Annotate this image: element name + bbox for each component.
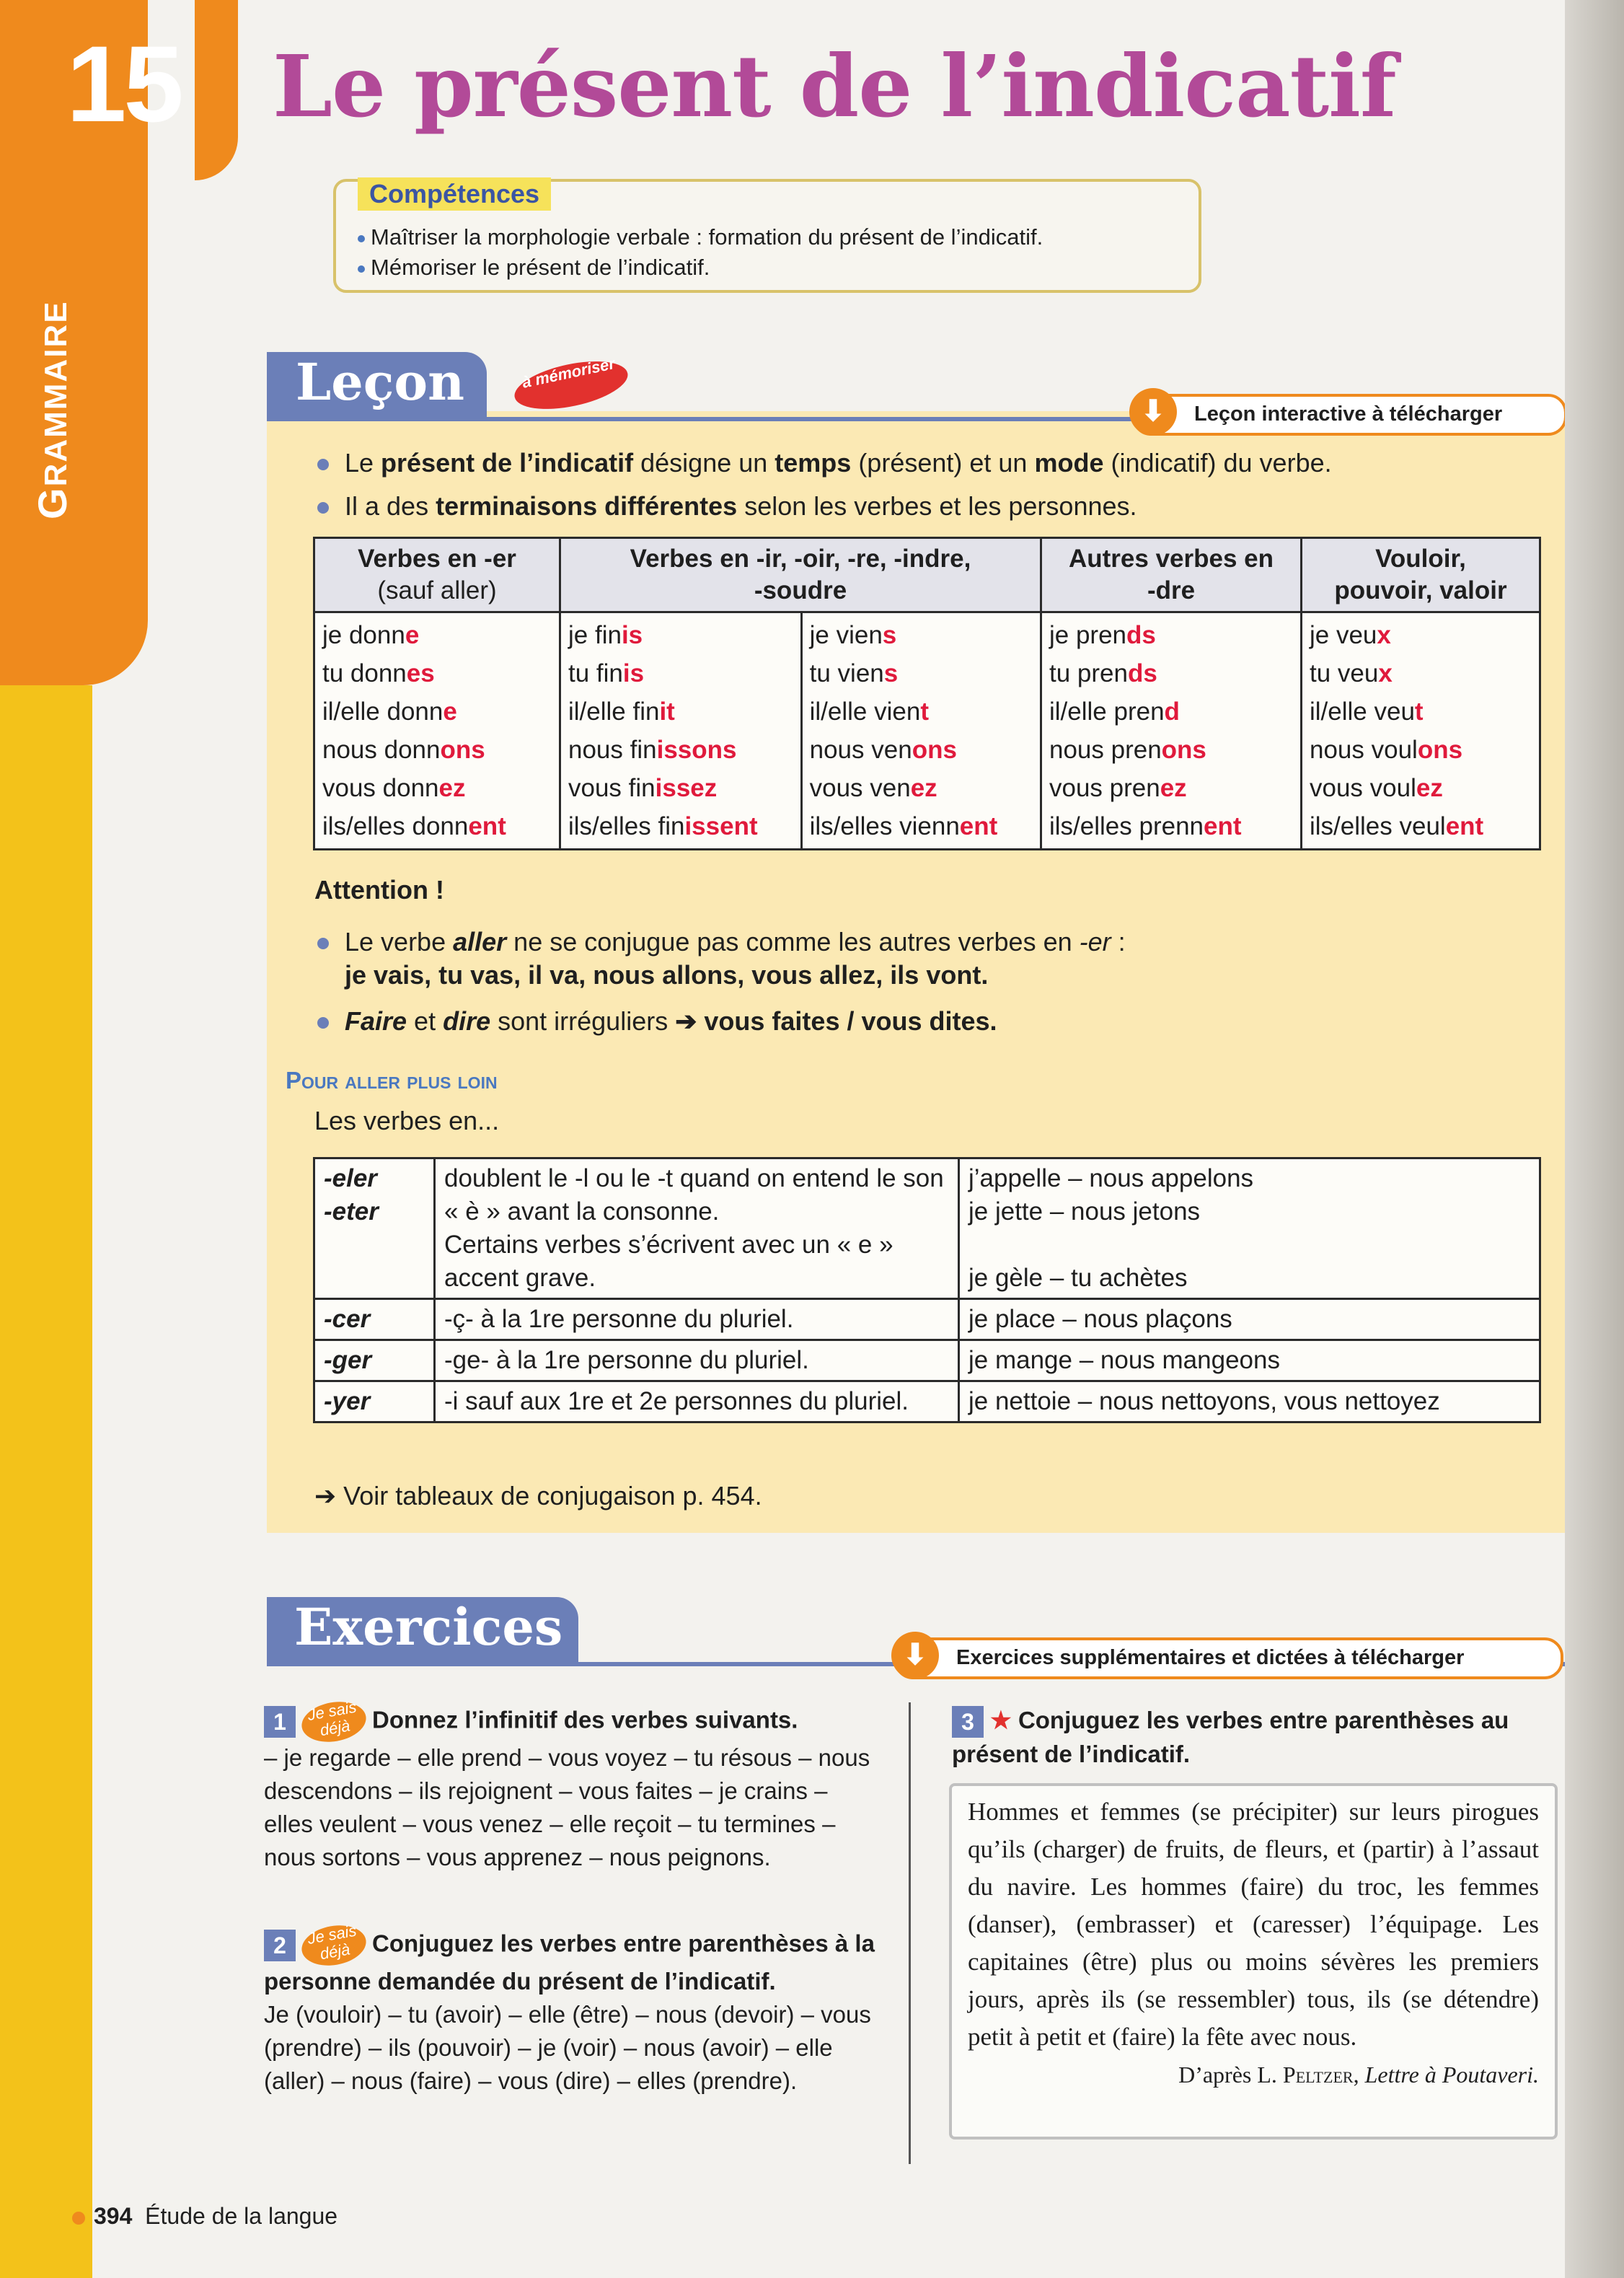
verb-ending: t [1414,698,1424,726]
suffix-cell: -cer [314,1299,435,1340]
exercise-body: Je (vouloir) – tu (avoir) – elle (être) – nous (devoir) – vous (prendre) – ils (pouvoir) – je (voir) – nous (avoir) – elle (aller) – nous (faire) – vous (dire) – elles (prendre). [264,2001,871,2094]
exercise-number: 3 [952,1706,984,1738]
conjugation-form: je viens [809,621,897,649]
page-number: 394 [94,2203,133,2229]
exercise-instruction: Donnez l’infinitif des verbes suivants. [372,1706,798,1733]
footer [94,2203,337,2230]
column-header: Verbes en -er (sauf aller) [314,538,560,612]
verb-ending: e [405,621,420,649]
title-tab [195,0,238,180]
aller-conjugation: je vais, tu vas, il va, nous allons, vous allez, ils vont. [345,960,989,990]
conjugation-form: tu viens [809,659,899,687]
rule-cell: doublent le -l ou le -t quand on entend le son « è » avant la consonne. Certains verbes s’écrivent avec un « e » accent grave. [435,1158,959,1299]
lesson-download-label: Leçon interactive à télécharger [1194,403,1503,426]
chapter-number: 15 [66,23,181,144]
attention-heading: Attention ! [314,875,444,905]
bullet-icon [358,235,365,242]
table-row [314,1340,1540,1381]
conjugation-form: vous venez [809,774,937,802]
verb-ending: s [883,659,899,687]
book-gutter [1565,0,1624,2278]
bullet-icon [317,1017,329,1029]
je-sais-deja-badge: Je sais déjà [299,1921,369,1971]
table-row [314,1158,1540,1299]
verb-ending: is [622,659,645,687]
verb-ending: e [443,698,457,726]
conjugation-column [314,612,560,850]
exercises-title: Exercices [294,1597,563,1657]
verb-ending: ons [1161,736,1206,764]
example-cell: je mange – nous mangeons [959,1340,1540,1381]
conjugation-form: je veux [1310,621,1391,649]
competence-item: Maîtriser la morphologie verbale : formation du présent de l’indicatif. [358,222,1043,252]
bullet-icon [317,938,329,949]
verb-ending: x [1377,621,1391,649]
verb-ending: ds [1126,621,1156,649]
conjugation-form: il/elle veut [1310,698,1424,726]
conjugation-form: je prends [1049,621,1156,649]
conjugation-form: vous finissez [568,774,718,802]
verb-ending: ons [912,736,957,764]
verb-ending: ez [910,774,937,802]
exercise-number: 1 [264,1706,296,1738]
footer-dot [72,2212,85,2225]
conjugation-table [313,537,1541,850]
conjugation-form: je finis [568,621,643,649]
lesson-title: Leçon [296,352,464,412]
column-divider [909,1702,911,2164]
verb-ending: ez [1160,774,1187,802]
example-cell: j’appelle – nous appelons je jette – nous jetons je gèle – tu achètes [959,1158,1540,1299]
conjugation-column [560,612,802,850]
conjugation-form: je donne [322,621,420,649]
conjugation-form: ils/elles donnent [322,812,506,840]
conjugation-form: ils/elles viennent [809,812,998,840]
bullet-icon [358,265,365,273]
footer-label: Étude de la langue [145,2203,338,2229]
more-intro: Les verbes en... [314,1106,500,1135]
more-heading: Pour aller plus loin [286,1067,498,1094]
verb-ending: issons [656,736,737,764]
conjugation-form: il/elle finit [568,698,675,726]
passage: Hommes et femmes (se précipiter) sur leurs pirogues qu’ils (charger) de fruits, de fleurs, et (partir) à l’assaut du navire. Les hommes (faire) du troc, les femmes (danser), (embrasser) et (caresser) l’équipage. Les capitaines (être) plus ou moins sévères les premiers jours, après ils (se ressembler) tous, ils (se détendre) petit à petit et (faire) la fête avec nous. [968,1798,1539,2051]
exercise-1 [264,1697,877,1874]
download-icon: ⬇ [1129,388,1177,436]
verb-ending: issent [684,812,758,840]
verb-ending: ent [1445,812,1484,840]
exercise-instruction: Conjuguez les verbes entre parenthèses à la personne demandée du présent de l’indicatif. [264,1930,875,1995]
exercises-download-button[interactable] [894,1637,1563,1679]
verb-ending: ez [1416,774,1443,802]
rule-cell: -ge- à la 1re personne du pluriel. [435,1340,959,1381]
verb-ending: issez [655,774,718,802]
conjugation-form: nous voulons [1310,736,1463,764]
verb-ending: ent [468,812,506,840]
verb-ending: ons [440,736,485,764]
conjugation-form: nous prenons [1049,736,1206,764]
conjugation-form: il/elle donne [322,698,457,726]
exercise-3-text [949,1783,1558,2140]
download-icon: ⬇ [891,1632,939,1679]
exercises-download-label: Exercices supplémentaires et dictées à télécharger [956,1646,1465,1669]
exercise-number: 2 [264,1930,296,1961]
suffix-cell: -eler -eter [314,1158,435,1299]
verb-ending: ent [959,812,998,840]
verb-ending: s [882,621,897,649]
rule-cell: -ç- à la 1re personne du pluriel. [435,1299,959,1340]
section-label: GRAMMAIRE [30,300,75,519]
conjugation-form: il/elle vient [809,698,929,726]
conjugation-form: tu prends [1049,659,1157,687]
conjugation-form: nous venons [809,736,957,764]
table-row [314,1381,1540,1422]
conjugation-form: tu veux [1310,659,1393,687]
verb-ending: it [659,698,675,726]
column-header: Vouloir, pouvoir, valoir [1302,538,1540,612]
attention-bullet-2: Faire et dire sont irréguliers ➔ vous faites / vous dites. [317,1006,997,1037]
conjugation-form: vous prenez [1049,774,1187,802]
competences-heading: Compétences [358,177,551,211]
side-band [0,685,92,2278]
column-header: Autres verbes en -dre [1041,538,1302,612]
bullet-icon [317,459,329,470]
spelling-table [313,1157,1541,1423]
rule-cell: -i sauf aux 1re et 2e personnes du pluriel. [435,1381,959,1422]
suffix-cell: -ger [314,1340,435,1381]
competences-list [358,222,1043,283]
verb-ending: x [1378,659,1393,687]
conjugation-form: nous donnons [322,736,485,764]
je-sais-deja-badge: Je sais déjà [299,1697,369,1747]
lesson-download-button[interactable] [1132,394,1567,436]
verb-ending: ent [1204,812,1242,840]
exercise-instruction: Conjuguez les verbes entre parenthèses au présent de l’indicatif. [952,1707,1509,1768]
exercise-body: – je regarde – elle prend – vous voyez – tu résous – nous descendons – ils rejoignent – vous faites – je crains – elles veulent – vous venez – elle reçoit – tu termines – nous sortons – vous apprenez – nous peignons. [264,1744,870,1870]
conjugation-column [801,612,1041,850]
exercise-3 [952,1704,1558,1771]
conjugation-tables-link[interactable]: ➔ Voir tableaux de conjugaison p. 454. [314,1481,762,1510]
memorize-badge: à mémoriser [511,353,632,418]
conjugation-form: tu donnes [322,659,435,687]
table-row [314,1299,1540,1340]
conjugation-form: ils/elles finissent [568,812,758,840]
conjugation-form: vous voulez [1310,774,1443,802]
conjugation-column [1041,612,1302,850]
conjugation-form: ils/elles veulent [1310,812,1484,840]
example-cell: je nettoie – nous nettoyons, vous nettoyez [959,1381,1540,1422]
conjugation-form: il/elle prend [1049,698,1180,726]
verb-ending: ons [1417,736,1463,764]
competences-box [333,179,1201,293]
verb-ending: ez [438,774,466,802]
star-icon: ★ [990,1707,1012,1733]
conjugation-form: vous donnez [322,774,466,802]
bullet-icon [317,502,329,514]
verb-ending: d [1164,698,1180,726]
conjugation-form: tu finis [568,659,645,687]
verb-ending: ds [1127,659,1157,687]
attention-bullet-1: Le verbe aller ne se conjugue pas comme les autres verbes en -er : [317,926,1126,958]
verb-ending: is [621,621,643,649]
verb-ending: t [920,698,929,726]
conjugation-form: nous finissons [568,736,737,764]
exercise-2 [264,1921,877,2098]
page-title: Le présent de l’indicatif [273,36,1396,136]
verb-ending: es [406,659,435,687]
suffix-cell: -yer [314,1381,435,1422]
lesson-bullet-2: Il a des terminaisons différentes selon les verbes et les personnes. [317,491,1137,522]
competence-item: Mémoriser le présent de l’indicatif. [358,252,1043,283]
conjugation-column [1302,612,1540,850]
example-cell: je place – nous plaçons [959,1299,1540,1340]
lesson-bullet-1: Le présent de l’indicatif désigne un temps (présent) et un mode (indicatif) du verbe. [317,447,1332,479]
column-header: Verbes en -ir, -oir, -re, -indre, -soudre [560,538,1041,612]
conjugation-form: ils/elles prennent [1049,812,1242,840]
passage-source: D’après L. Peltzer, Lettre à Poutaveri. [1178,2062,1539,2088]
